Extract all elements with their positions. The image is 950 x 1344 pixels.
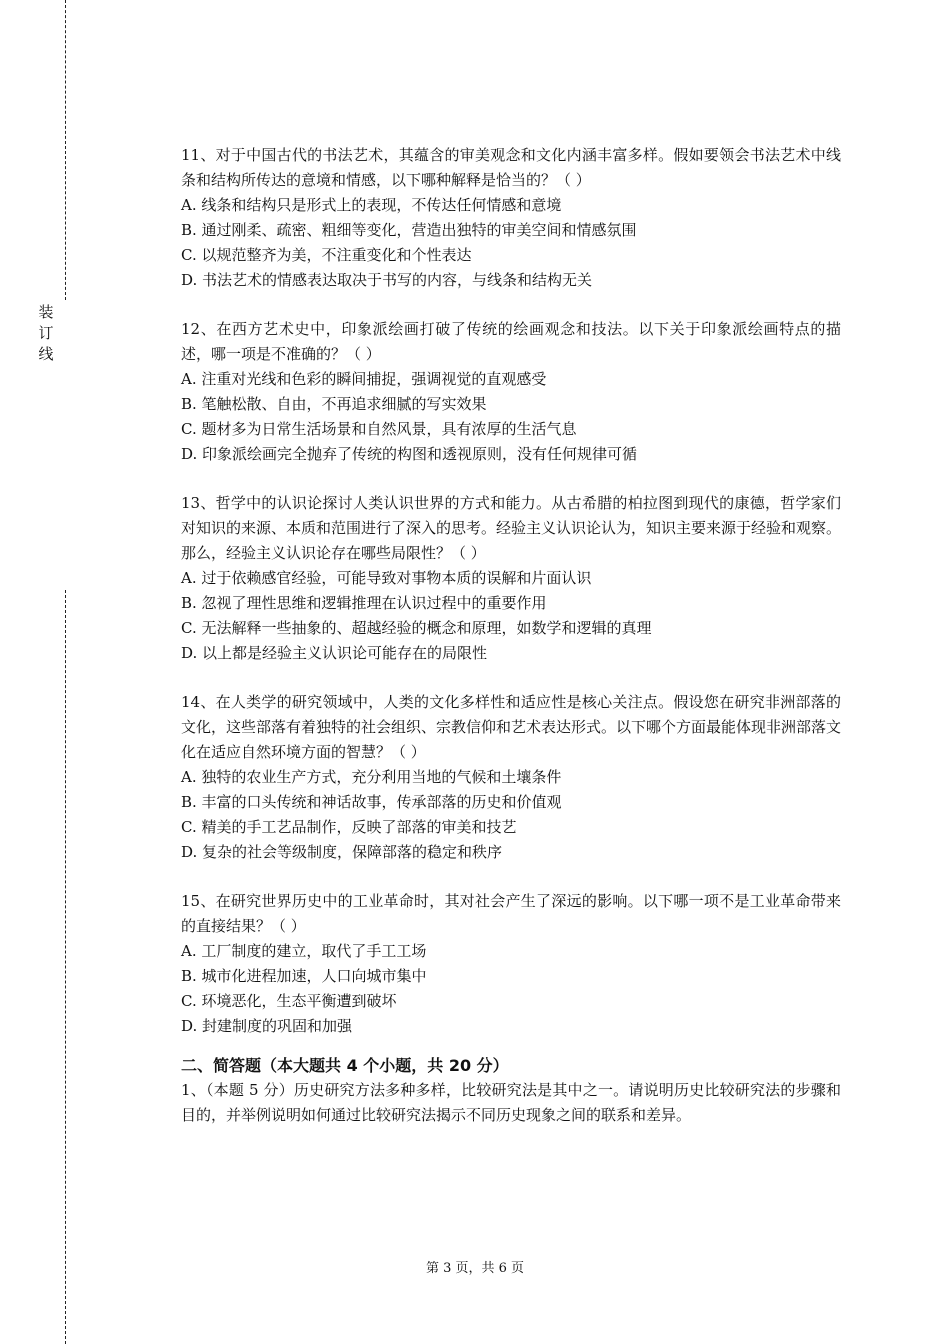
option-b: B. 丰富的口头传统和神话故事，传承部落的历史和价值观 <box>181 793 562 811</box>
option-d: D. 书法艺术的情感表达取决于书写的内容，与线条和结构无关 <box>181 271 593 289</box>
short-answer-question-1: 1、（本题 5 分）历史研究方法多种多样，比较研究法是其中之一。请说明历史比较研究法的步骤和目的，并举例说明如何通过比较研究法揭示不同历史现象之间的联系和差异。 <box>181 1081 841 1124</box>
binding-line-bottom <box>65 590 66 1344</box>
exam-content <box>181 143 841 1128</box>
option-c: C. 以规范整齐为美，不注重变化和个性表达 <box>181 246 472 264</box>
question-11 <box>181 143 841 293</box>
option-d: D. 封建制度的巩固和加强 <box>181 1017 353 1035</box>
binding-line-top <box>65 0 66 300</box>
question-12 <box>181 317 841 467</box>
option-a: A. 工厂制度的建立，取代了手工工场 <box>181 942 427 960</box>
question-14 <box>181 690 841 865</box>
question-stem: 12、在西方艺术史中，印象派绘画打破了传统的绘画观念和技法。以下关于印象派绘画特点的描述，哪一项是不准确的？（ ） <box>181 320 841 363</box>
binding-char: 线 <box>38 345 54 363</box>
option-a: A. 注重对光线和色彩的瞬间捕捉，强调视觉的直观感受 <box>181 370 547 388</box>
option-a: A. 独特的农业生产方式，充分利用当地的气候和土壤条件 <box>181 768 562 786</box>
question-stem: 13、哲学中的认识论探讨人类认识世界的方式和能力。从古希腊的柏拉图到现代的康德，哲学家们对知识的来源、本质和范围进行了深入的思考。经验主义认识论认为，知识主要来源于经验和观察。那么，经验主义认识论存在哪些局限性？（ ） <box>181 494 842 562</box>
binding-char: 订 <box>38 324 54 342</box>
section-title: 二、简答题（本大题共 4 个小题，共 20 分） <box>181 1056 509 1075</box>
option-b: B. 忽视了理性思维和逻辑推理在认识过程中的重要作用 <box>181 594 547 612</box>
question-13 <box>181 491 841 666</box>
option-b: B. 通过刚柔、疏密、粗细等变化，营造出独特的审美空间和情感氛围 <box>181 221 637 239</box>
option-b: B. 城市化进程加速，人口向城市集中 <box>181 967 427 985</box>
option-a: A. 过于依赖感官经验，可能导致对事物本质的误解和片面认识 <box>181 569 592 587</box>
option-c: C. 无法解释一些抽象的、超越经验的概念和原理，如数学和逻辑的真理 <box>181 619 652 637</box>
option-c: C. 环境恶化，生态平衡遭到破坏 <box>181 992 397 1010</box>
option-c: C. 精美的手工艺品制作，反映了部落的审美和技艺 <box>181 818 517 836</box>
option-d: D. 以上都是经验主义认识论可能存在的局限性 <box>181 644 488 662</box>
question-stem: 14、在人类学的研究领域中，人类的文化多样性和适应性是核心关注点。假设您在研究非洲部落的文化，这些部落有着独特的社会组织、宗教信仰和艺术表达形式。以下哪个方面最能体现非洲部落文化在适应自然环境方面的智慧？（ ） <box>181 693 842 761</box>
question-stem: 15、在研究世界历史中的工业革命时，其对社会产生了深远的影响。以下哪一项不是工业革命带来的直接结果？（ ） <box>181 892 841 935</box>
option-d: D. 复杂的社会等级制度，保障部落的稳定和秩序 <box>181 843 503 861</box>
option-c: C. 题材多为日常生活场景和自然风景，具有浓厚的生活气息 <box>181 420 577 438</box>
option-d: D. 印象派绘画完全抛弃了传统的构图和透视原则，没有任何规律可循 <box>181 445 638 463</box>
binding-label <box>36 302 56 365</box>
option-b: B. 笔触松散、自由，不再追求细腻的写实效果 <box>181 395 487 413</box>
page-footer: 第 3 页，共 6 页 <box>425 1261 525 1276</box>
question-15 <box>181 889 841 1039</box>
question-stem: 11、对于中国古代的书法艺术，其蕴含的审美观念和文化内涵丰富多样。假如要领会书法艺术中线条和结构所传达的意境和情感，以下哪种解释是恰当的？（ ） <box>181 146 841 189</box>
binding-char: 装 <box>38 303 54 321</box>
option-a: A. 线条和结构只是形式上的表现，不传达任何情感和意境 <box>181 196 562 214</box>
